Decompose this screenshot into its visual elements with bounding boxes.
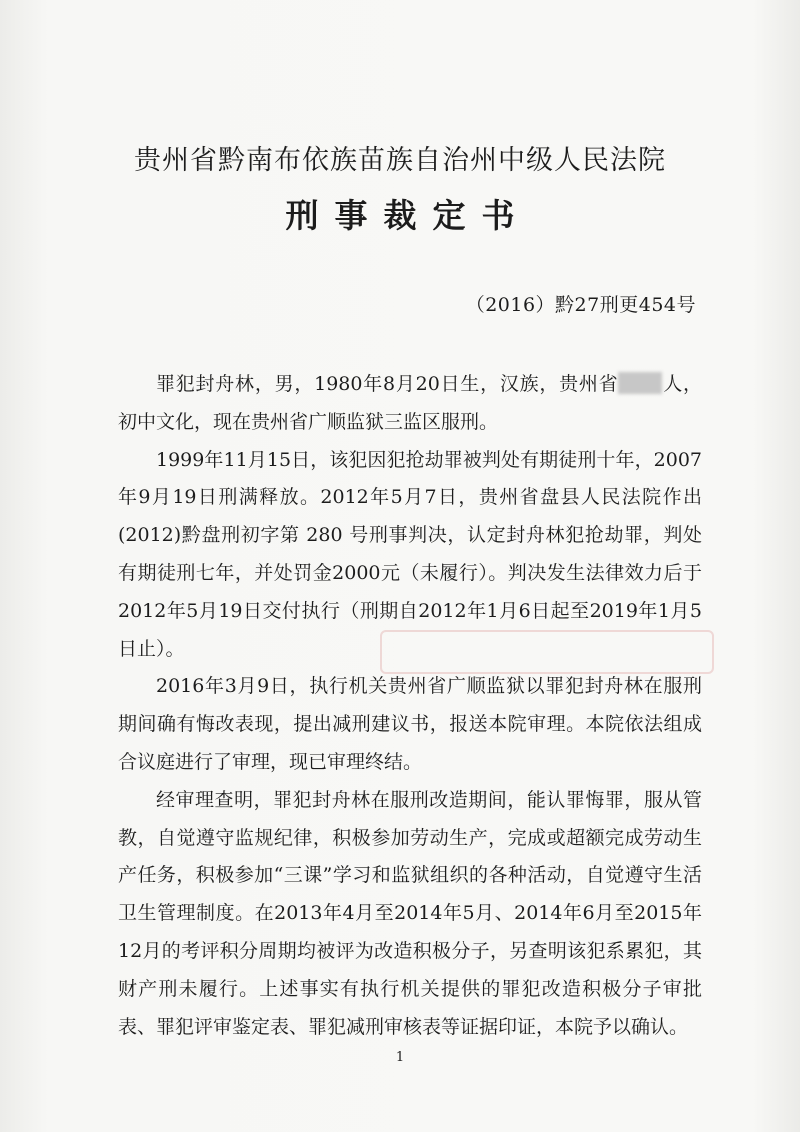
case-number: （2016）黔27刑更454号 — [465, 294, 696, 316]
paragraph-defendant — [118, 366, 702, 442]
document-title: 刑事裁定书 — [285, 196, 531, 235]
defendant-text-before: 罪犯封舟林，男，1980年8月20日生，汉族，贵州省 — [156, 373, 619, 395]
paragraph-findings: 经审理查明，罪犯封舟林在服刑改造期间，能认罪悔罪，服从管教，自觉遵守监规纪律，积极参加劳动生产，完成或超额完成劳动生产任务，积极参加“三课”学习和监狱组织的各种活动，自觉遵守生活卫生管理制度。在2013年4月至2014年5月、2014年6月至2015年12月的考评积分周期均被评为改造积极分子，另查明该犯系累犯，其财产刑未履行。上述事实有执行机关提供的罪犯改造积极分子审批表、罪犯评审鉴定表、罪犯减刑审核表等证据印证，本院予以确认。 — [118, 788, 702, 1038]
page-number: 1 — [395, 1050, 405, 1065]
paragraph-history: 1999年11月15日，该犯因犯抢劫罪被判处有期徒刑十年，2007年9月19日刑满释放。2012年5月7日，贵州省盘县人民法院作出(2012)黔盘刑初字第 280 号刑事判决，认定封舟林犯抢劫罪，判处有期徒刑七年，并处罚金2000元（未履行）。判决发生法律效力后于2012年5月19日交付执行（刑期自2012年1月6日起至2019年1月5日止）。 — [118, 448, 702, 660]
redaction-block — [618, 372, 662, 394]
paragraph-proposal: 2016年3月9日，执行机关贵州省广顺监狱以罪犯封舟林在服刑期间确有悔改表现，提出减刑建议书，报送本院审理。本院依法组成合议庭进行了审理，现已审理终结。 — [118, 675, 702, 773]
court-name: 贵州省黔南布依族苗族自治州中级人民法院 — [134, 145, 666, 176]
defendant-text-after: 人，初中文化，现在贵州省广顺监狱三监区服刑。 — [118, 373, 702, 433]
document-body — [118, 366, 702, 1046]
